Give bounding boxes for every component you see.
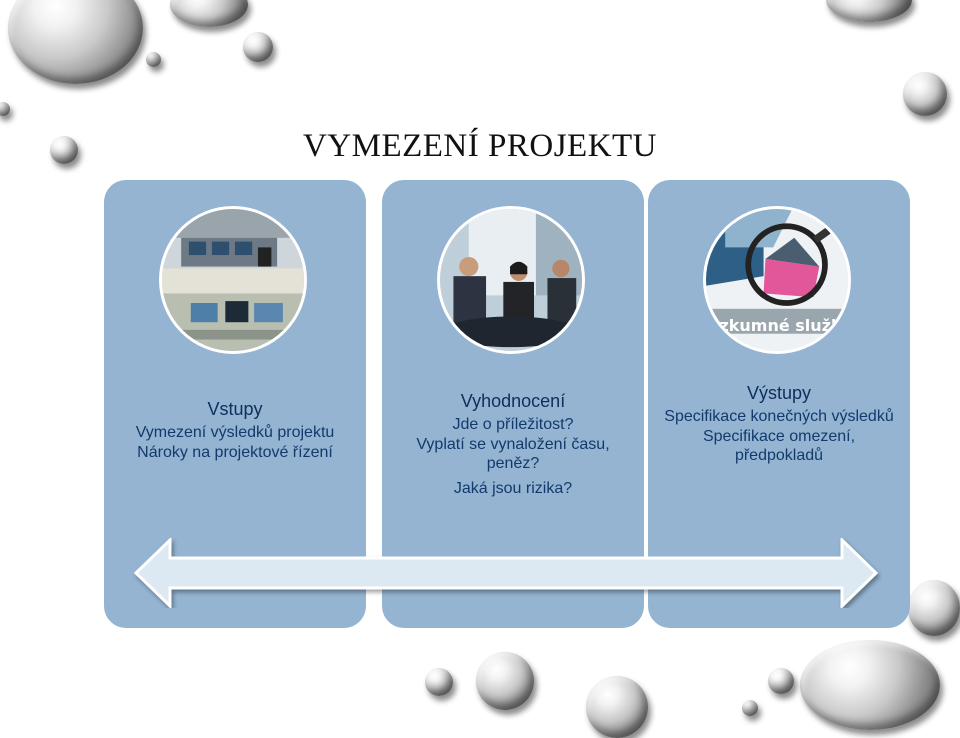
panel-heading: Výstupy [746,383,812,403]
water-drop-decoration [146,52,161,67]
panel-line: Jaká jsou rizika? [453,480,573,497]
water-drop-decoration [903,72,947,116]
water-drop-decoration [908,580,960,636]
panel-line: Nároky na projektové řízení [137,444,333,461]
photo-caption: rzkumné služb [711,316,843,335]
water-drop-decoration [800,640,940,730]
business-meeting-photo-graphic [440,209,582,351]
water-drop-decoration [586,676,648,738]
water-drop-decoration [742,700,758,716]
control-room-photo-graphic [162,209,304,351]
panel-evaluation-text [392,392,634,504]
panel-outputs-text [658,384,900,471]
panel-line: Jde o příležitost? [452,416,574,433]
panel-line: Specifikace omezení, předpokladů [702,428,856,464]
panel-line: Vyplatí se vynaložení času, peněz? [416,436,610,472]
water-drop-decoration [170,0,248,27]
business-meeting-photo [437,206,585,354]
water-drop-decoration [826,0,912,22]
water-drop-decoration [0,102,10,116]
research-services-photo [703,206,851,354]
panel-line: Specifikace konečných výsledků [664,408,894,425]
panel-line: Vymezení výsledků projektu [135,424,335,441]
panel-inputs-text [114,400,356,468]
water-drop-decoration [476,652,534,710]
double-arrow-icon [130,538,882,608]
water-drop-decoration [425,668,453,696]
control-room-photo [159,206,307,354]
water-drop-decoration [768,668,794,694]
slide-title: VYMEZENÍ PROJEKTU [302,128,658,164]
water-drop-decoration [8,0,143,84]
panel-heading: Vstupy [207,399,263,419]
panel-heading: Vyhodnocení [460,391,566,411]
water-drop-decoration [243,32,273,62]
